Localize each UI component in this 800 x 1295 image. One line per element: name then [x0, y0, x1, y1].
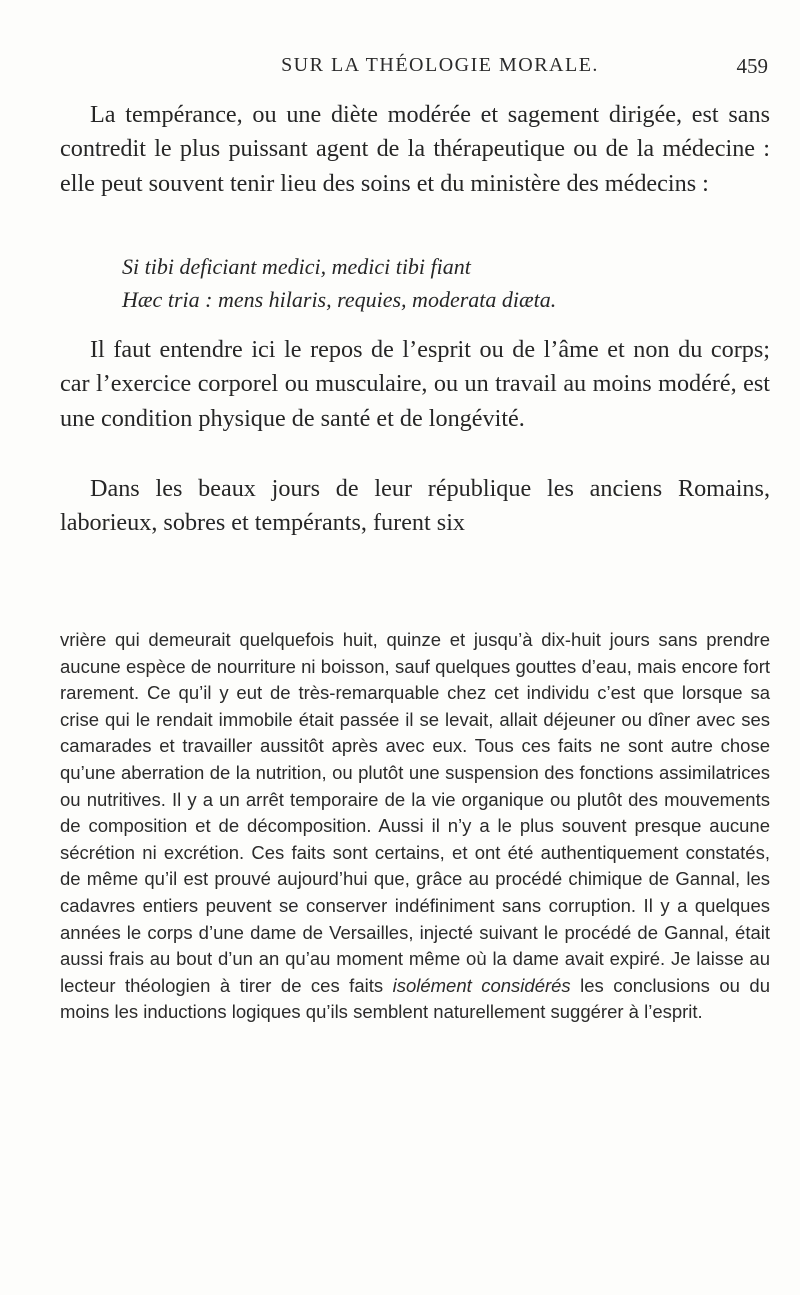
footnote-text-end: les conclusions ou du moins les inductions logiques qu’ils semblent naturellement suggérer à l’esprit. — [60, 974, 770, 1023]
paragraph-text: Dans les beaux jours de leur république les anciens Romains, laborieux, sobres et tempérants, furent six — [60, 475, 770, 537]
verse-line: Si tibi deficiant medici, medici tibi fiant — [122, 254, 471, 279]
paragraph-text: La tempérance, ou une diète modérée et sagement dirigée, est sans contredit le plus puissant agent de la thérapeutique ou de la médecine : elle peut souvent tenir lieu des soins et du ministère des médecins : — [60, 101, 770, 197]
paragraph-romains — [60, 472, 770, 541]
footnote — [60, 627, 770, 1026]
footnote-emphasis: isolément considérés — [392, 974, 571, 996]
footnote-text — [60, 627, 770, 1026]
running-title: SUR LA THÉOLOGIE MORALE. — [281, 54, 599, 76]
paragraph-temperance — [60, 98, 770, 201]
paragraph-repos — [60, 333, 770, 436]
verse-line: Hæc tria : mens hilaris, requies, moderata diæta. — [122, 287, 557, 312]
page-number: 459 — [736, 54, 768, 78]
paragraph-text: Il faut entendre ici le repos de l’esprit ou de l’âme et non du corps; car l’exercice corporel ou musculaire, ou un travail au moins modéré, est une condition physique de santé et de longévité. — [60, 336, 770, 432]
running-head — [60, 54, 768, 84]
latin-verse — [122, 251, 762, 316]
footnote-text-start: vrière qui demeurait quelquefois huit, quinze et jusqu’à dix-huit jours sans prendre aucune espèce de nourriture ni boisson, sauf quelques gouttes d’eau, mais encore fort rarement. Ce qu’il y eut de très-remarquable chez cet individu c’est que lorsque sa crise qui le rendait immobile était passée il se levait, allait déjeuner ou dîner avec ses camarades et travailler aussitôt après avec eux. Tous ces faits ne sont autre chose qu’une aberration de la nutrition, ou plutôt une suspension des fonctions assimilatrices ou nutritives. Il y a un arrêt temporaire de la vie organique ou plutôt des mouvements de composition et de décomposition. Aussi il n’y a le plus souvent presque aucune sécrétion ni excrétion. Ces faits sont certains, et ont été authentiquement constatés, de même qu’il est prouvé aujourd’hui que, grâce au procédé chimique de Gannal, les cadavres entiers peuvent se conserver indéfiniment sans corruption. Il y a quelques années le corps d’une dame de Versailles, injecté suivant le procédé de Gannal, était aussi frais au bout d’un an qu’au moment même où la dame avait expiré. Je laisse au lecteur théologien à tirer de ces faits — [60, 629, 770, 996]
